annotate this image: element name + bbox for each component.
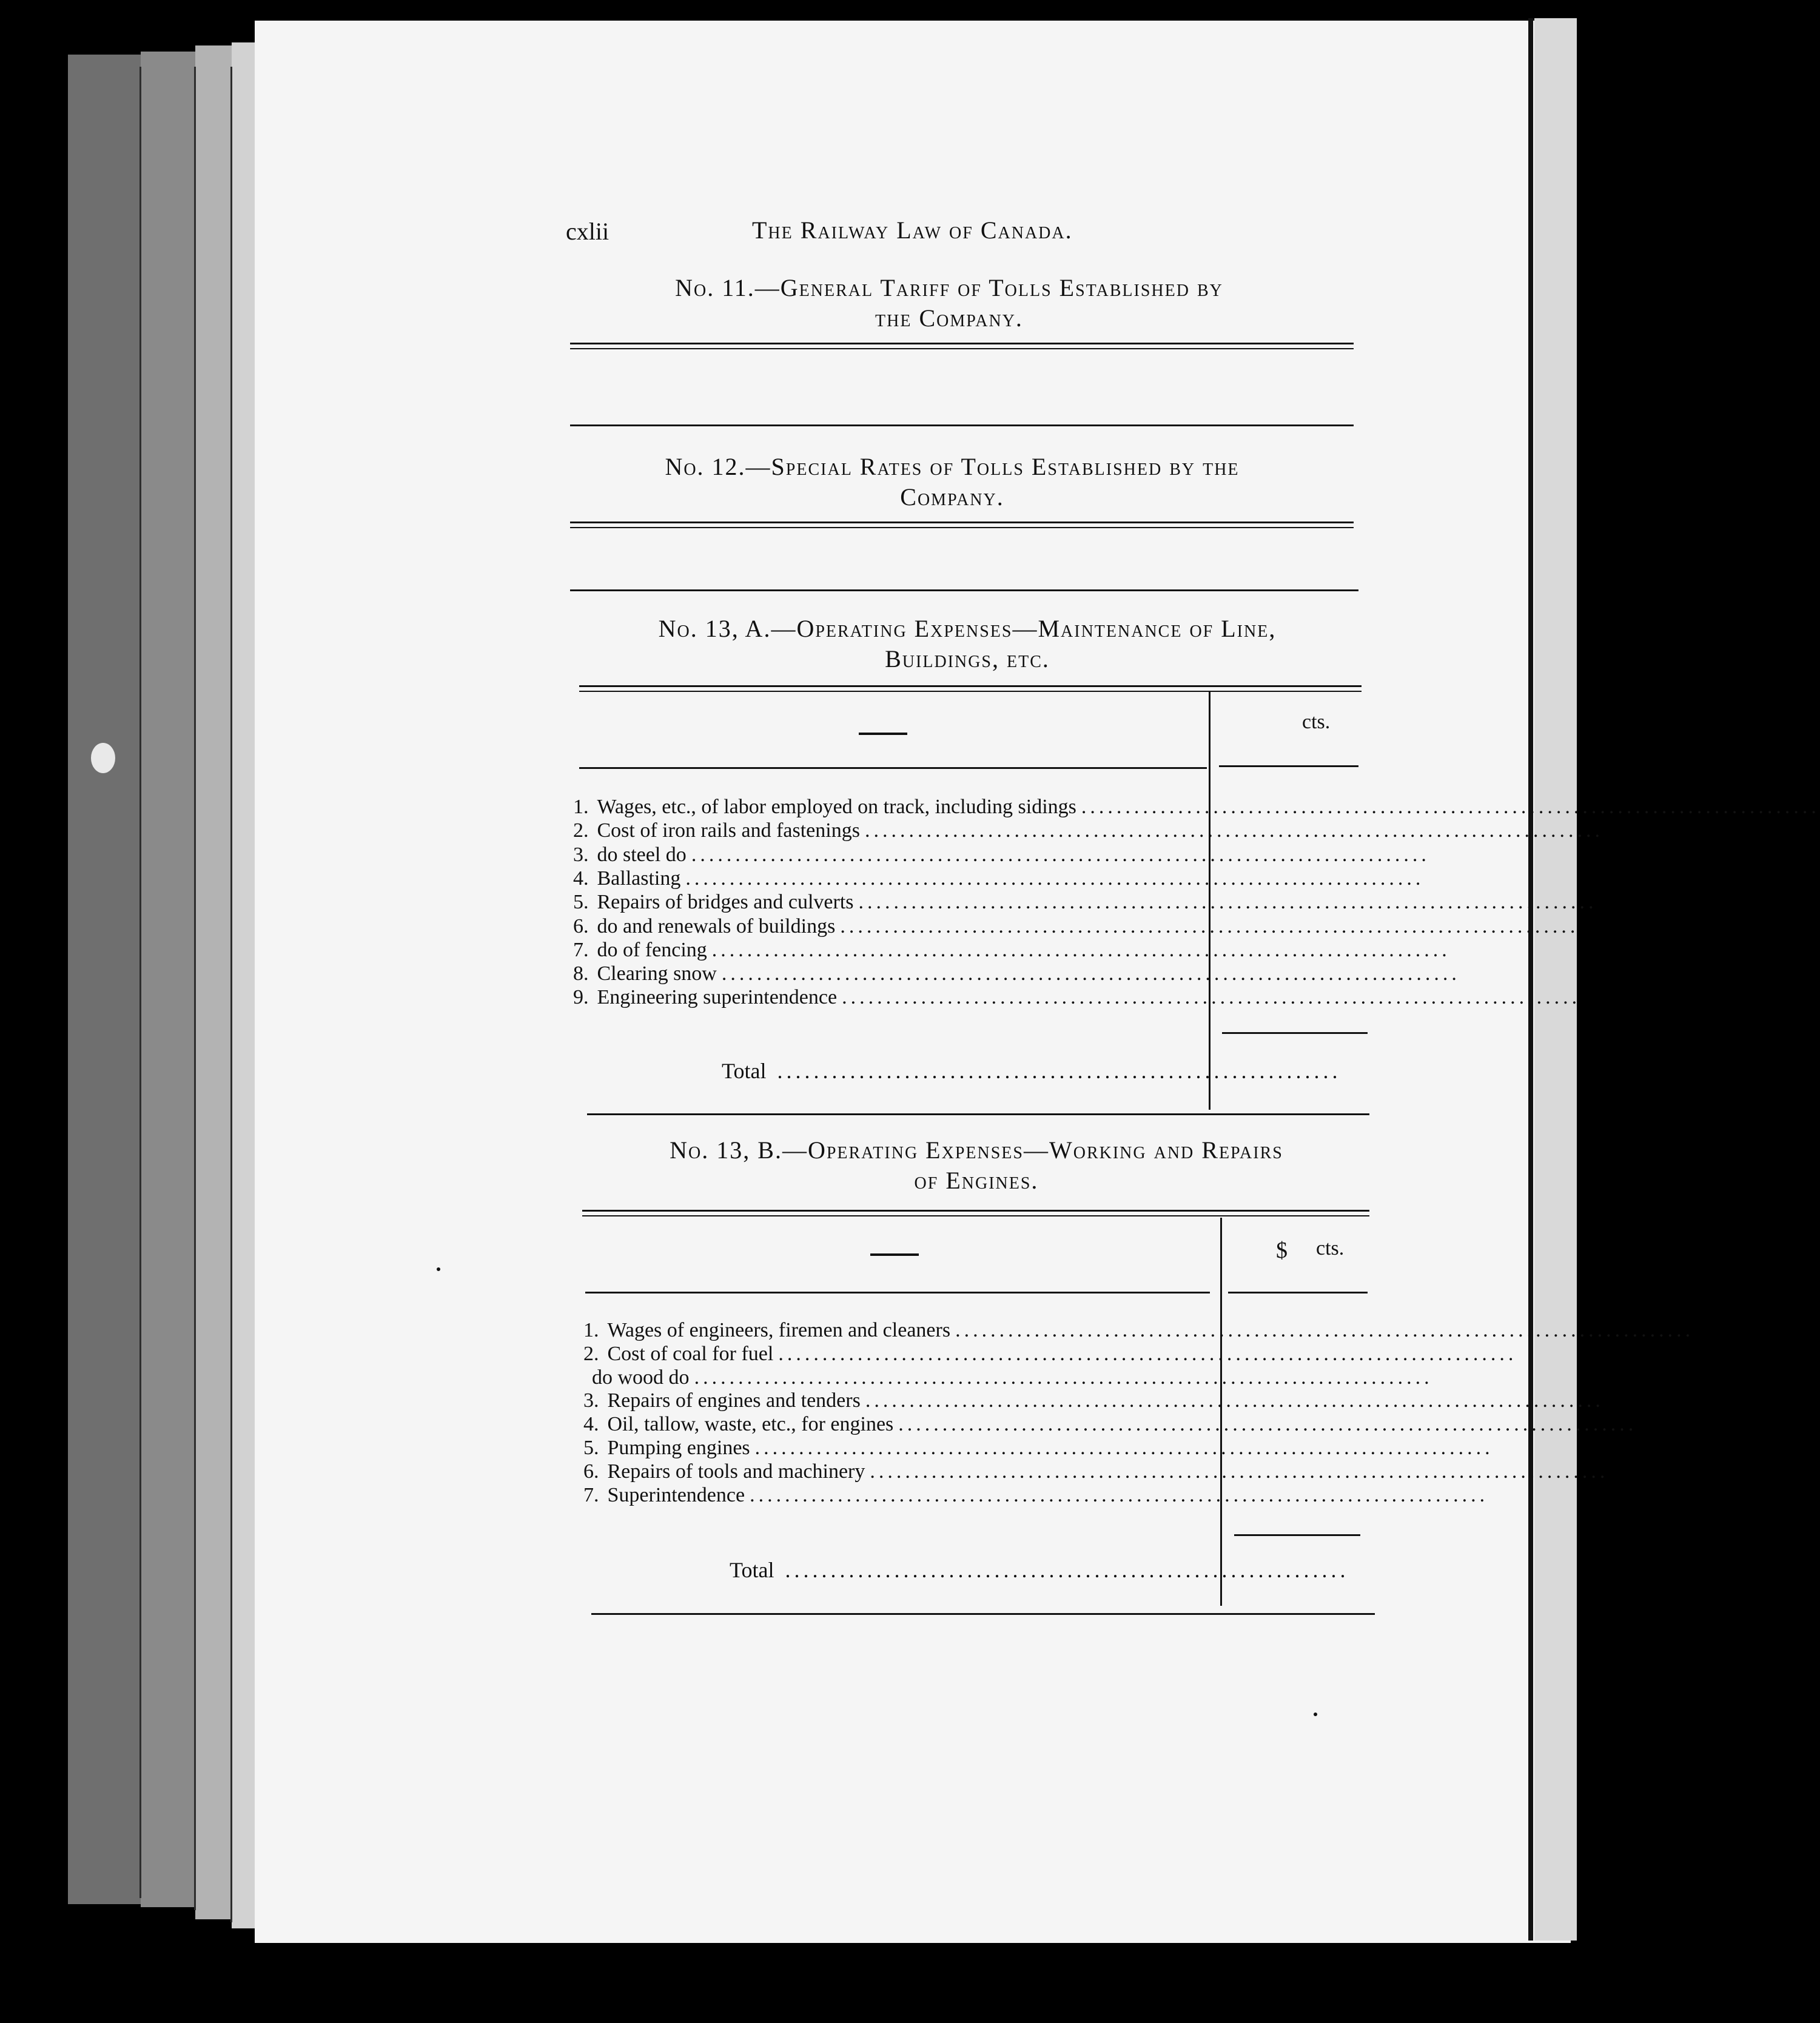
item-number: 1. [583,1319,599,1341]
list-item [583,1483,1489,1507]
item-label: Cost of coal for fuel [607,1342,774,1365]
item-label: Superintendence [607,1483,745,1506]
double-rule [582,1215,1369,1216]
list-item [573,938,1451,962]
dollar-column-header: $ [1276,1238,1288,1263]
item-number: 2. [583,1342,599,1365]
item-label: do steel do [597,843,687,866]
rule [591,1613,1375,1615]
list-item [573,985,1581,1009]
section-13a-heading [567,614,1368,674]
section-13a-heading-line1: No. 13, A.—Operating Expenses—Maintenance of Line, [658,615,1277,642]
item-label: Engineering superintendence [597,986,838,1009]
item-number: 5. [583,1437,599,1459]
cents-column-header: cts. [1316,1237,1345,1260]
leader-dots: .................................................................................... [750,1483,1489,1506]
leader-dots: .................................................................................... [955,1319,1694,1341]
list-item [583,1412,1637,1436]
item-label: Clearing snow [597,962,717,985]
rule [587,1113,1369,1115]
leader-dots: .................................................................................... [858,891,1597,914]
item-number: 5. [573,891,589,914]
item-number: 1. [573,796,589,818]
list-item [573,962,1460,985]
speck [1314,1713,1317,1716]
item-label: do of fencing [597,938,707,961]
section-13a-total-row [722,1058,1341,1084]
leader-dots: .................................................................................... [778,1342,1517,1365]
section-13b-heading-line1: No. 13, B.—Operating Expenses—Working and Repairs [670,1136,1283,1164]
section-12-heading-line2: Company. [900,483,1004,511]
item-number: 4. [573,867,589,890]
total-label: Total [722,1059,767,1083]
leader-dots: .................................................................................... [691,843,1430,866]
header-rule [1219,765,1358,767]
leader-dots: .............................................................. [785,1558,1349,1582]
double-rule [570,343,1354,344]
item-label: Wages, etc., of labor employed on track, including sidings [597,796,1076,818]
double-rule [579,685,1362,687]
item-label: do and renewals of buildings [597,914,836,938]
list-item [573,843,1430,867]
section-13a-heading-line2: Buildings, etc. [885,645,1050,673]
item-label: Oil, tallow, waste, etc., for engines [607,1413,894,1436]
page-gutter [1528,18,1533,1941]
double-rule [570,348,1354,349]
double-rule [570,527,1354,528]
section-12-heading [570,452,1334,512]
item-number: 7. [573,938,589,961]
column-head-dash [870,1253,919,1256]
total-label: Total [730,1558,774,1582]
leader-dots: .................................................................................... [694,1366,1433,1389]
item-label: Repairs of bridges and culverts [597,891,854,914]
rule [570,424,1354,426]
leader-dots: .................................................................................... [840,914,1579,938]
leader-dots: .................................................................................... [754,1437,1494,1459]
section-11-heading [570,273,1328,334]
item-number: 2. [573,819,589,842]
leader-dots: .................................................................................... [842,986,1581,1009]
rule [570,589,1358,591]
page-folio: cxlii [566,218,609,245]
item-number: 9. [573,986,589,1009]
subtotal-rule [1222,1032,1368,1034]
section-13b-total-row [730,1557,1349,1583]
item-label: Ballasting [597,867,681,890]
list-item [573,819,1603,842]
list-item [573,890,1597,914]
list-item [583,1389,1604,1412]
list-item [583,1366,1433,1389]
leader-dots: .................................................................................... [721,962,1460,985]
list-item [573,914,1579,938]
item-number: 8. [573,962,589,985]
section-12-heading-line1: No. 12.—Special Rates of Tolls Established by the [665,453,1240,480]
double-rule [570,522,1354,523]
item-number: 7. [583,1483,599,1506]
section-13b-heading [579,1135,1374,1196]
list-item [583,1342,1517,1366]
leader-dots: .................................................................................... [870,1460,1609,1483]
header-rule [579,767,1207,769]
list-item [583,1460,1609,1483]
header-rule [585,1292,1210,1293]
cents-column-header: cts. [1302,711,1331,733]
list-item [573,795,1820,819]
section-11-heading-line2: the Company. [875,304,1023,332]
leader-dots: .................................................................................... [711,938,1451,961]
section-11-heading-line1: No. 11.—General Tariff of Tolls Established by [675,274,1223,301]
column-head-dash [859,733,907,735]
item-number: 4. [583,1413,599,1436]
double-rule [582,1210,1369,1212]
item-number: 6. [583,1460,599,1483]
double-rule [579,691,1362,692]
item-number: 3. [583,1389,599,1412]
list-item [583,1436,1494,1460]
leader-dots: .................................................................................... [865,1389,1604,1412]
speck [91,743,115,773]
subtotal-rule [1234,1534,1360,1536]
book-edges [68,42,262,1941]
item-label: Wages of engineers, firemen and cleaners [607,1319,951,1341]
leader-dots: .................................................................................... [898,1413,1637,1436]
running-title: The Railway Law of Canada. [752,216,1073,244]
item-label: Repairs of tools and machinery [607,1460,865,1483]
leader-dots: .................................................................................... [864,819,1603,842]
item-label: Cost of iron rails and fastenings [597,819,860,842]
list-item [583,1318,1694,1342]
item-label: Pumping engines [607,1437,750,1459]
list-item [573,867,1425,890]
item-number: 6. [573,914,589,938]
item-label: do wood do [592,1366,690,1389]
facing-page-edge [1534,18,1577,1941]
leader-dots: .............................................................. [777,1059,1341,1083]
item-label: Repairs of engines and tenders [607,1389,861,1412]
section-13b-heading-line2: of Engines. [914,1167,1039,1194]
leader-dots: .................................................................................... [1081,796,1820,818]
speck [437,1267,440,1271]
header-rule [1228,1292,1368,1293]
item-number: 3. [573,843,589,866]
leader-dots: .................................................................................... [685,867,1425,890]
